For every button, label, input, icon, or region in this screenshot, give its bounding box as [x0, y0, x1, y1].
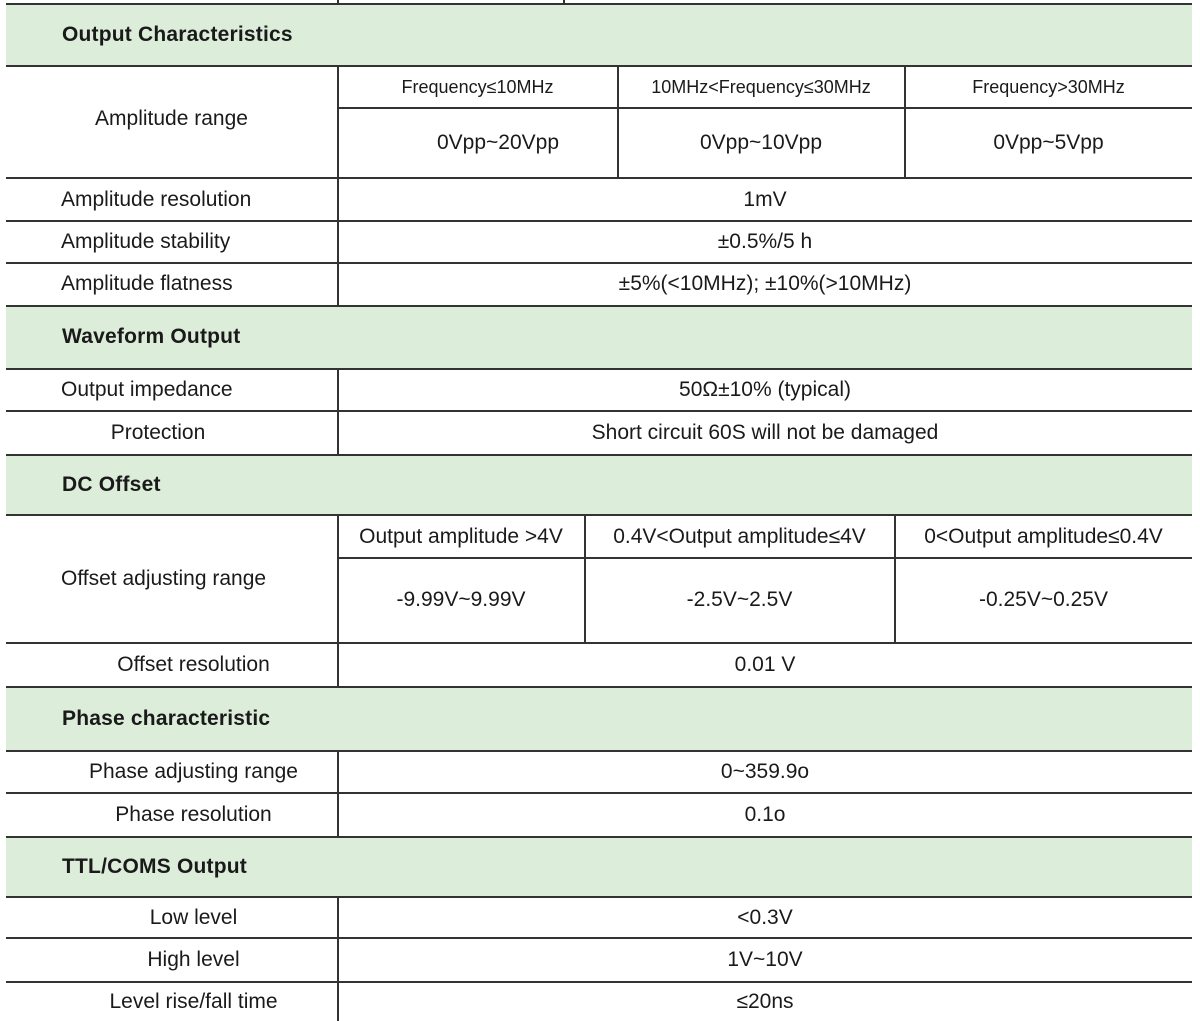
table-cell: ≤20ns: [736, 989, 794, 1013]
table-header-cell: Frequency≤10MHz: [401, 76, 554, 97]
table-border: [337, 107, 1192, 109]
row-label: Amplitude stability: [61, 230, 231, 253]
row-label: Amplitude flatness: [61, 272, 233, 295]
row-label: Output impedance: [61, 378, 233, 401]
row-label: High level: [147, 947, 240, 971]
table-border: [617, 65, 619, 178]
row-label: Level rise/fall time: [109, 989, 278, 1013]
section-title: DC Offset: [62, 472, 161, 496]
table-border: [6, 262, 1192, 264]
table-cell: -0.25V~0.25V: [978, 588, 1108, 611]
table-border: [337, 750, 339, 837]
table-border: [337, 514, 339, 687]
section-ttl-coms-output: [6, 837, 1192, 896]
section-phase-characteristic: [6, 687, 1192, 750]
table-header-cell: Frequency>30MHz: [972, 76, 1125, 97]
table-border: [337, 65, 339, 306]
table-cell: Short circuit 60S will not be damaged: [591, 420, 939, 444]
table-border: [337, 557, 1192, 559]
table-header-cell: 0<Output amplitude≤0.4V: [924, 524, 1163, 548]
table-border: [6, 368, 1192, 370]
table-cell: 1V~10V: [727, 947, 803, 971]
table-border: [6, 3, 1192, 5]
section-waveform-output: [6, 306, 1192, 368]
table-cell: 0Vpp~20Vpp: [436, 131, 560, 154]
row-label: Offset adjusting range: [61, 566, 267, 590]
table-border: [6, 65, 1192, 67]
table-cell: ±0.5%/5 h: [717, 230, 813, 253]
table-border: [6, 454, 1192, 456]
table-cell: -9.99V~9.99V: [396, 588, 526, 611]
table-cell: 50Ω±10% (typical): [679, 378, 851, 401]
row-label: Phase adjusting range: [89, 760, 298, 783]
section-dc-offset: [6, 455, 1192, 514]
table-border: [6, 750, 1192, 752]
table-border: [584, 514, 586, 643]
table-border: [6, 514, 1192, 516]
table-cell: 0Vpp~5Vpp: [993, 131, 1104, 154]
table-border: [6, 410, 1192, 412]
table-border: [894, 514, 896, 643]
row-label: Low level: [149, 905, 238, 929]
table-cell: 0.1o: [744, 802, 786, 826]
table-border: [337, 896, 339, 1021]
table-border: [6, 642, 1192, 644]
table-border: [6, 792, 1192, 794]
table-border: [6, 220, 1192, 222]
section-title: Waveform Output: [62, 325, 241, 348]
table-border: [6, 896, 1192, 898]
section-title: Output Characteristics: [62, 23, 293, 46]
table-header-cell: Output amplitude >4V: [359, 524, 563, 548]
section-output-characteristics: [6, 4, 1192, 66]
row-label: Protection: [110, 420, 206, 444]
table-border: [6, 836, 1192, 838]
table-header-cell: 0.4V<Output amplitude≤4V: [613, 524, 866, 548]
section-title: TTL/COMS Output: [62, 854, 247, 878]
table-border: [6, 686, 1192, 688]
table-border: [6, 305, 1192, 307]
row-label: Phase resolution: [115, 802, 272, 826]
table-cell: 1mV: [743, 187, 787, 211]
table-cell: 0.01 V: [734, 652, 796, 676]
table-border: [904, 65, 906, 178]
table-header-cell: 10MHz<Frequency≤30MHz: [651, 76, 871, 97]
table-border: [6, 177, 1192, 179]
row-label: Amplitude resolution: [61, 187, 252, 211]
table-border: [6, 937, 1192, 939]
section-title: Phase characteristic: [62, 706, 271, 730]
table-cell: 0Vpp~10Vpp: [699, 131, 823, 154]
table-cell: -2.5V~2.5V: [686, 588, 793, 611]
table-border: [337, 368, 339, 455]
row-label: Offset resolution: [117, 652, 270, 676]
row-label: Amplitude range: [95, 107, 248, 130]
table-cell: <0.3V: [737, 905, 793, 929]
table-border: [6, 981, 1192, 983]
table-cell: 0~359.9o: [720, 760, 810, 783]
table-cell: ±5%(<10MHz); ±10%(>10MHz): [618, 272, 912, 295]
